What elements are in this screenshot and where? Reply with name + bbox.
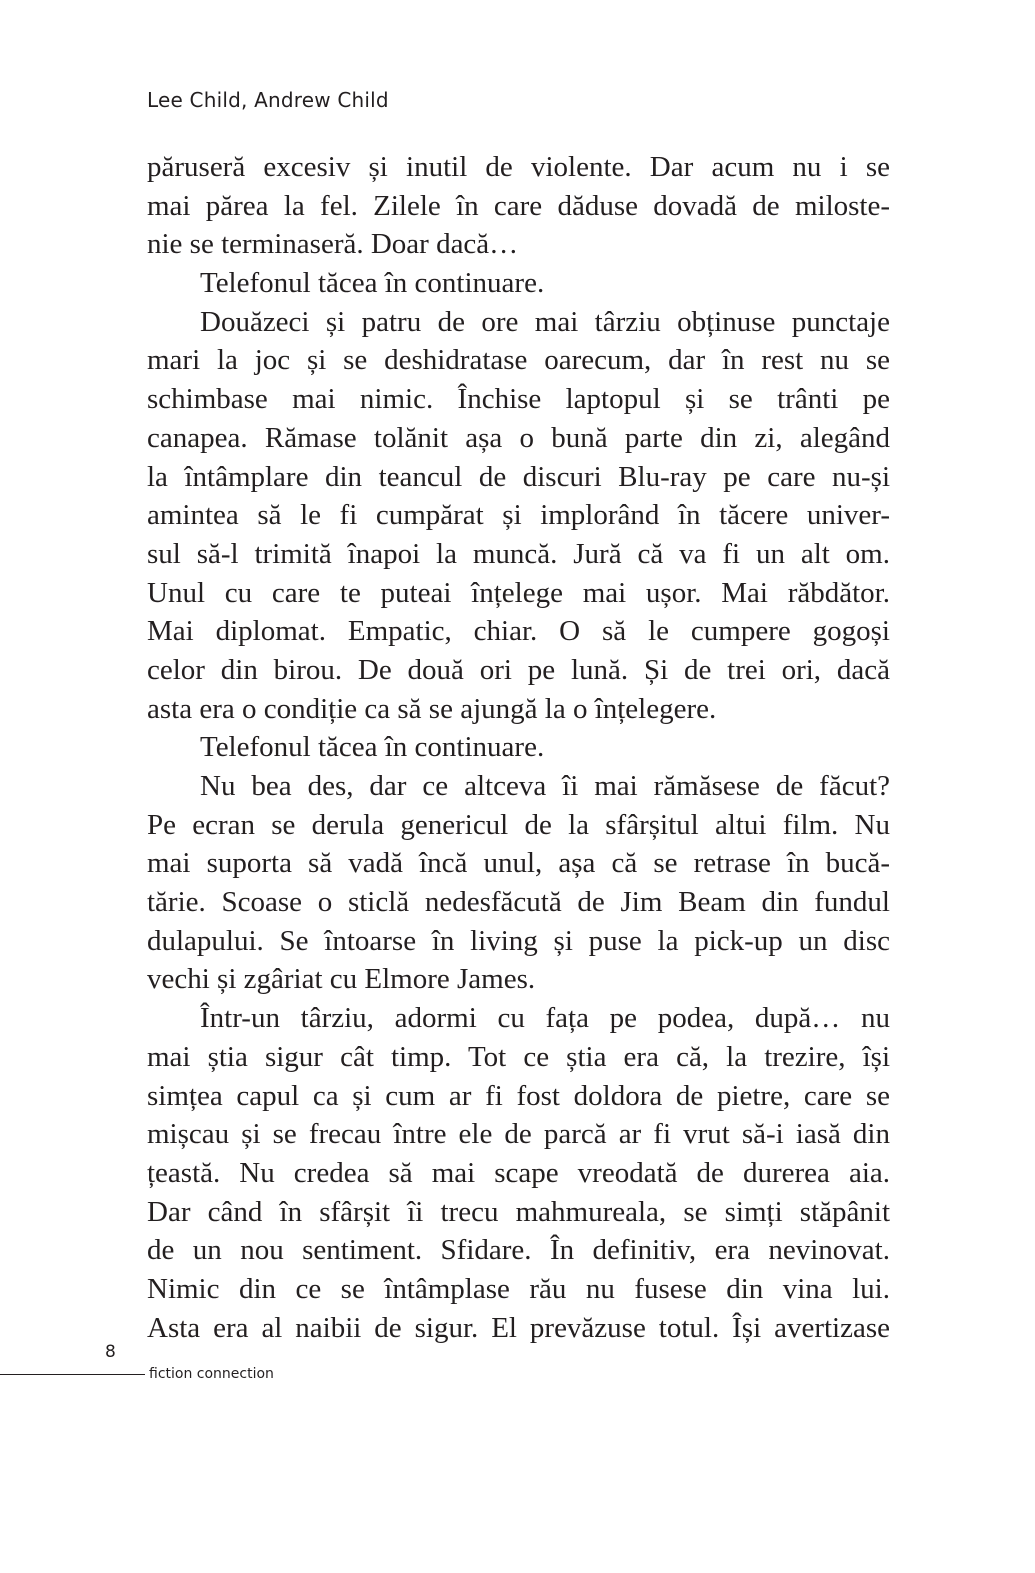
running-header: Lee Child, Andrew Child <box>147 88 389 112</box>
text-line: celor din birou. De două ori pe lună. Și de trei ori, dacă <box>147 653 890 686</box>
text-line: Dar când în sfârșit îi trecu mahmureala, se simți stăpânit <box>147 1195 890 1228</box>
text-line: Unul cu care te puteai înțelege mai ușor. Mai răbdător. <box>147 576 890 609</box>
text-line: Nu bea des, dar ce altceva îi mai rămăsese de făcut? <box>200 770 890 802</box>
text-line: canapea. Rămase tolănit așa o bună parte din zi, alegând <box>147 421 890 454</box>
text-line: de un nou sentiment. Sfidare. În definitiv, era nevinovat. <box>147 1234 890 1267</box>
text-line: simțea capul ca și cum ar fi fost doldora de pietre, care se <box>147 1079 890 1112</box>
text-line: mișcau și se frecau între ele de parcă ar fi vrut să-i iasă din <box>147 1118 890 1151</box>
text-line: amintea să le fi cumpărat și implorând în tăcere univer- <box>147 499 890 532</box>
text-line: Pe ecran se derula genericul de la sfârșitul altui film. Nu <box>147 808 890 841</box>
body-text <box>147 148 890 1347</box>
text-line: dulapului. Se întoarse în living și puse la pick-up un disc <box>147 924 890 957</box>
text-line: Douăzeci și patru de ore mai târziu obținuse punctaje <box>200 305 890 338</box>
text-line: sul să-l trimită înapoi la muncă. Jură că va fi un alt om. <box>147 537 890 570</box>
page-number: 8 <box>105 1342 116 1362</box>
text-line: schimbase mai nimic. Închise laptopul și se trânti pe <box>147 383 890 416</box>
text-line: Nimic din ce se întâmplase rău nu fusese din vina lui. <box>147 1272 890 1305</box>
text-line: mai știa sigur cât timp. Tot ce știa era că, la trezire, își <box>147 1040 890 1073</box>
text-line: Mai diplomat. Empatic, chiar. O să le cumpere gogoși <box>147 615 890 648</box>
text-line: vechi și zgâriat cu Elmore James. <box>147 963 536 996</box>
text-line: asta era o condiție ca să se ajungă la o înțelegere. <box>147 692 717 725</box>
text-line: mai părea la fel. Zilele în care dăduse dovadă de miloste- <box>147 189 890 222</box>
text-line: tărie. Scoase o sticlă nedesfăcută de Jim Beam din fundul <box>147 886 890 919</box>
text-line: la întâmplare din teancul de discuri Blu-ray pe care nu-și <box>147 460 890 493</box>
text-line: Într-un târziu, adormi cu fața pe podea, după… nu <box>200 1002 890 1035</box>
footer-rule <box>0 1374 145 1375</box>
text-line: Asta era al naibii de sigur. El prevăzuse totul. Își avertizase <box>147 1311 890 1344</box>
imprint-label: fiction connection <box>149 1366 274 1382</box>
text-line: Telefonul tăcea în continuare. <box>200 731 545 764</box>
text-line: țeastă. Nu credea să mai scape vreodată de durerea aia. <box>147 1156 890 1189</box>
text-line: mari la joc și se deshidratase oarecum, dar în rest nu se <box>147 344 890 377</box>
text-line: Telefonul tăcea în continuare. <box>200 267 545 300</box>
text-line: nie se terminaseră. Doar dacă… <box>147 228 519 261</box>
text-line: păruseră excesiv și inutil de violente. Dar acum nu i se <box>147 151 890 183</box>
text-line: mai suporta să vadă încă unul, așa că se retrase în bucă- <box>147 847 890 880</box>
